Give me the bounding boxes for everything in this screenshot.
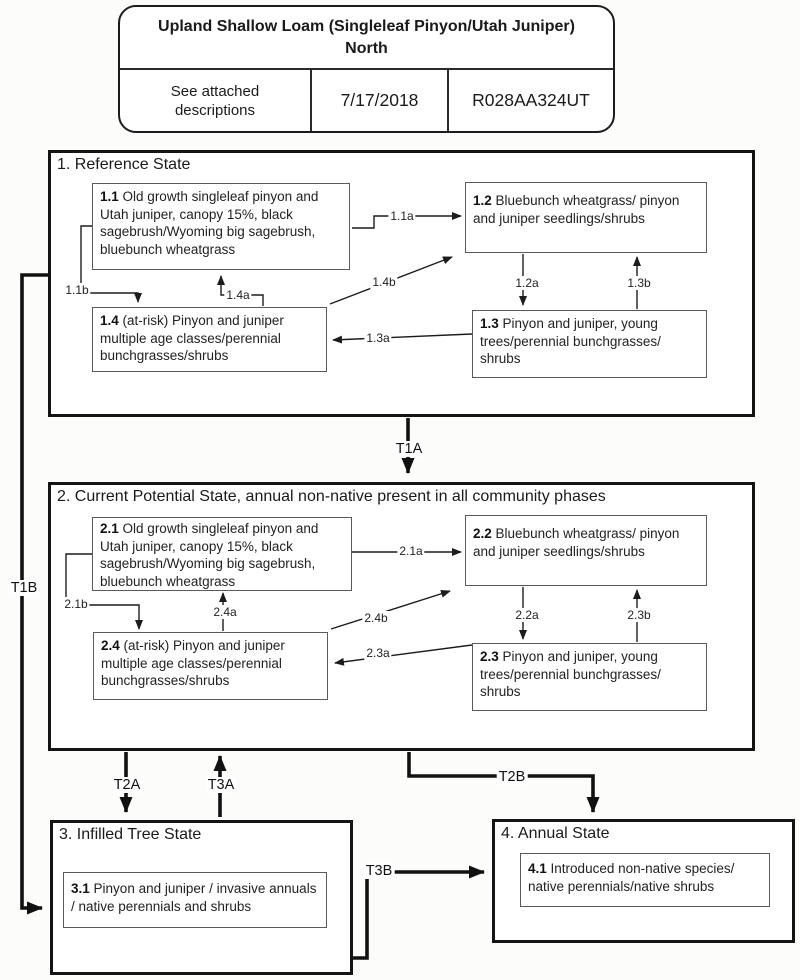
transition-label-t3b: T3B — [365, 863, 393, 879]
phase-id-4-1: 4.1 — [528, 861, 547, 876]
phase-id-3-1: 3.1 — [71, 881, 90, 896]
phase-text-3-1: Pinyon and juniper / invasive annuals / native perennials and shrubs — [71, 881, 317, 914]
header-cell-description: See attached descriptions — [120, 70, 312, 131]
header-cell-site-id: R028AA324UT — [472, 90, 590, 110]
transition-label-t1b: T1B — [10, 580, 38, 596]
phase-text-1-2: Bluebunch wheatgrass/ pinyon and juniper seedlings/shrubs — [473, 193, 680, 226]
phase-text-2-1: Old growth singleleaf pinyon and Utah juniper, canopy 15%, black sagebrush/Wyoming big sagebrush, bluebunch wheatgrass — [100, 521, 319, 589]
phase-box-2-3 — [472, 643, 707, 711]
phase-box-2-2 — [465, 515, 707, 586]
phase-text-2-2: Bluebunch wheatgrass/ pinyon and juniper seedlings/shrubs — [473, 526, 680, 559]
phase-id-2-1: 2.1 — [100, 521, 119, 536]
transition-label-t3a: T3A — [207, 777, 235, 793]
phase-text-4-1: Introduced non-native species/ native perennials/native shrubs — [528, 861, 735, 894]
phase-box-2-4 — [93, 632, 328, 700]
header-box — [118, 5, 615, 133]
pathway-label-2-4b: 2.4b — [364, 611, 388, 625]
state-title-1: 1. Reference State — [57, 156, 191, 173]
phase-box-3-1 — [63, 872, 327, 928]
pathway-label-1-4b: 1.4b — [372, 275, 396, 289]
phase-id-2-3: 2.3 — [480, 649, 499, 664]
pathway-label-1-3b: 1.3b — [627, 276, 651, 290]
phase-text-2-3: Pinyon and juniper, young trees/perennial bunchgrasses/ shrubs — [480, 649, 661, 699]
phase-text-1-3: Pinyon and juniper, young trees/perennial bunchgrasses/ shrubs — [480, 316, 661, 366]
transition-label-t1a: T1A — [395, 441, 423, 457]
pathway-label-2-1a: 2.1a — [399, 544, 423, 558]
phase-box-2-1 — [92, 517, 352, 591]
pathway-label-1-3a: 1.3a — [366, 331, 390, 345]
phase-id-1-1: 1.1 — [100, 189, 119, 204]
phase-box-1-3 — [472, 310, 707, 378]
phase-id-1-2: 1.2 — [473, 193, 492, 208]
header-title — [120, 7, 613, 70]
phase-text-2-4: (at-risk) Pinyon and juniper multiple age classes/perennial bunchgrasses/shrubs — [101, 638, 285, 688]
phase-box-1-2 — [465, 182, 707, 253]
phase-text-1-1: Old growth singleleaf pinyon and Utah juniper, canopy 15%, black sagebrush/Wyoming big sagebrush, bluebunch wheatgrass — [100, 189, 319, 257]
phase-id-1-3: 1.3 — [480, 316, 499, 331]
state-title-2: 2. Current Potential State, annual non-native present in all community phases — [57, 488, 606, 505]
state-title-3: 3. Infilled Tree State — [59, 826, 202, 843]
transition-arrow-t3b — [353, 872, 484, 958]
phase-box-1-4 — [92, 307, 327, 372]
phase-box-4-1 — [520, 853, 770, 907]
pathway-label-2-2a: 2.2a — [515, 608, 539, 622]
phase-id-2-4: 2.4 — [101, 638, 120, 653]
header-cells-row — [120, 70, 613, 131]
pathway-label-1-4a: 1.4a — [226, 288, 250, 302]
pathway-label-1-1a: 1.1a — [390, 209, 414, 223]
phase-box-1-1 — [92, 183, 350, 270]
phase-text-1-4: (at-risk) Pinyon and juniper multiple age classes/perennial bunchgrasses/shrubs — [100, 313, 284, 363]
phase-id-2-2: 2.2 — [473, 526, 492, 541]
transition-label-t2a: T2A — [113, 777, 141, 793]
transition-label-t2b: T2B — [498, 769, 526, 785]
phase-id-1-4: 1.4 — [100, 313, 119, 328]
header-cell-date: 7/17/2018 — [312, 70, 449, 131]
pathway-label-2-4a: 2.4a — [213, 605, 237, 619]
site-name-line1: Upland Shallow Loam (Singleleaf Pinyon/Utah Juniper) — [158, 17, 575, 35]
pathway-label-2-3b: 2.3b — [627, 608, 651, 622]
site-name-line2: North — [345, 39, 388, 57]
pathway-label-2-1b: 2.1b — [64, 597, 88, 611]
state-title-4: 4. Annual State — [501, 825, 610, 842]
pathway-label-1-2a: 1.2a — [515, 276, 539, 290]
pathway-label-1-1b: 1.1b — [65, 283, 89, 297]
pathway-label-2-3a: 2.3a — [366, 646, 390, 660]
